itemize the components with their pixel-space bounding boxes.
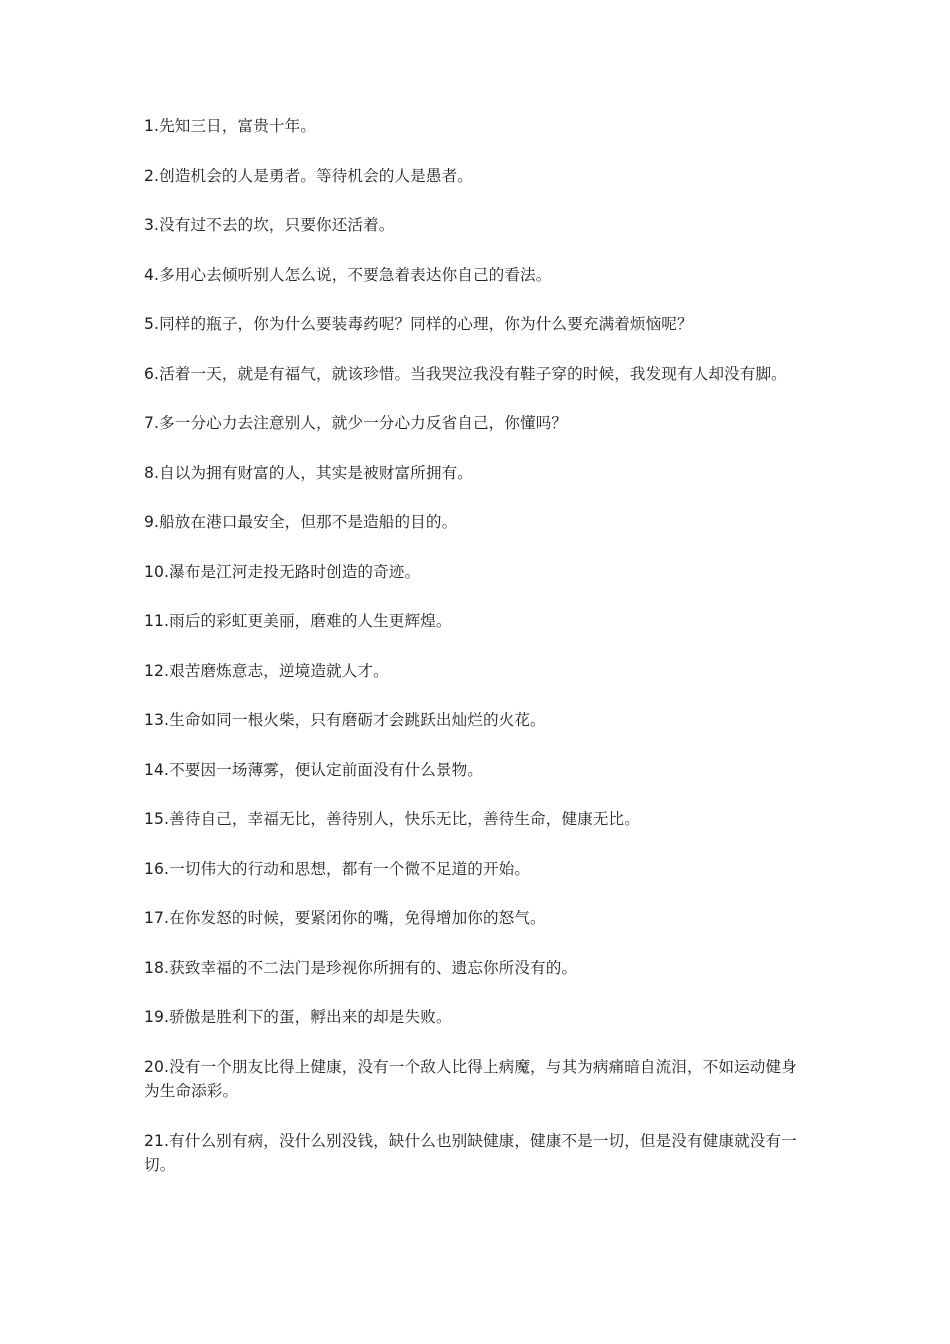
list-item: 12.艰苦磨炼意志，逆境造就人才。 bbox=[144, 661, 389, 680]
list-item: 20.没有一个朋友比得上健康，没有一个敌人比得上病魔，与其为病痛暗自流泪，不如运动健身为生命添彩。 bbox=[144, 1057, 797, 1100]
quote-list bbox=[144, 114, 810, 1203]
list-item: 17.在你发怒的时候，要紧闭你的嘴，免得增加你的怒气。 bbox=[144, 909, 546, 927]
list-item: 15.善待自己，幸福无比，善待别人，快乐无比，善待生命，健康无比。 bbox=[144, 810, 640, 828]
list-item: 6.活着一天，就是有福气，就该珍惜。当我哭泣我没有鞋子穿的时候，我发现有人却没有脚。 bbox=[144, 364, 787, 383]
list-item: 3.没有过不去的坎，只要你还活着。 bbox=[144, 216, 395, 234]
list-item: 4.多用心去倾听别人怎么说，不要急着表达你自己的看法。 bbox=[144, 265, 552, 284]
list-item: 7.多一分心力去注意别人，就少一分心力反省自己，你懂吗？ bbox=[144, 414, 568, 432]
list-item: 8.自以为拥有财富的人，其实是被财富所拥有。 bbox=[144, 463, 473, 482]
list-item: 10.瀑布是江河走投无路时创造的奇迹。 bbox=[144, 562, 421, 581]
list-item: 21.有什么别有病，没什么别没钱，缺什么也别缺健康，健康不是一切，但是没有健康就没有一切。 bbox=[144, 1131, 797, 1174]
list-item: 9.船放在港口最安全，但那不是造船的目的。 bbox=[144, 513, 458, 531]
list-item: 13.生命如同一根火柴，只有磨砺才会跳跃出灿烂的火花。 bbox=[144, 711, 546, 729]
list-item: 1.先知三日，富贵十年。 bbox=[144, 117, 317, 135]
list-item: 16.一切伟大的行动和思想，都有一个微不足道的开始。 bbox=[144, 859, 531, 878]
list-item: 19.骄傲是胜利下的蛋，孵出来的却是失败。 bbox=[144, 1008, 452, 1026]
list-item: 2.创造机会的人是勇者。等待机会的人是愚者。 bbox=[144, 166, 473, 185]
list-item: 14.不要因一场薄雾，便认定前面没有什么景物。 bbox=[144, 760, 483, 779]
list-item: 18.获致幸福的不二法门是珍视你所拥有的、遗忘你所没有的。 bbox=[144, 958, 578, 977]
list-item: 11.雨后的彩虹更美丽，磨难的人生更辉煌。 bbox=[144, 612, 452, 630]
list-item: 5.同样的瓶子，你为什么要装毒药呢？同样的心理，你为什么要充满着烦恼呢？ bbox=[144, 315, 693, 333]
